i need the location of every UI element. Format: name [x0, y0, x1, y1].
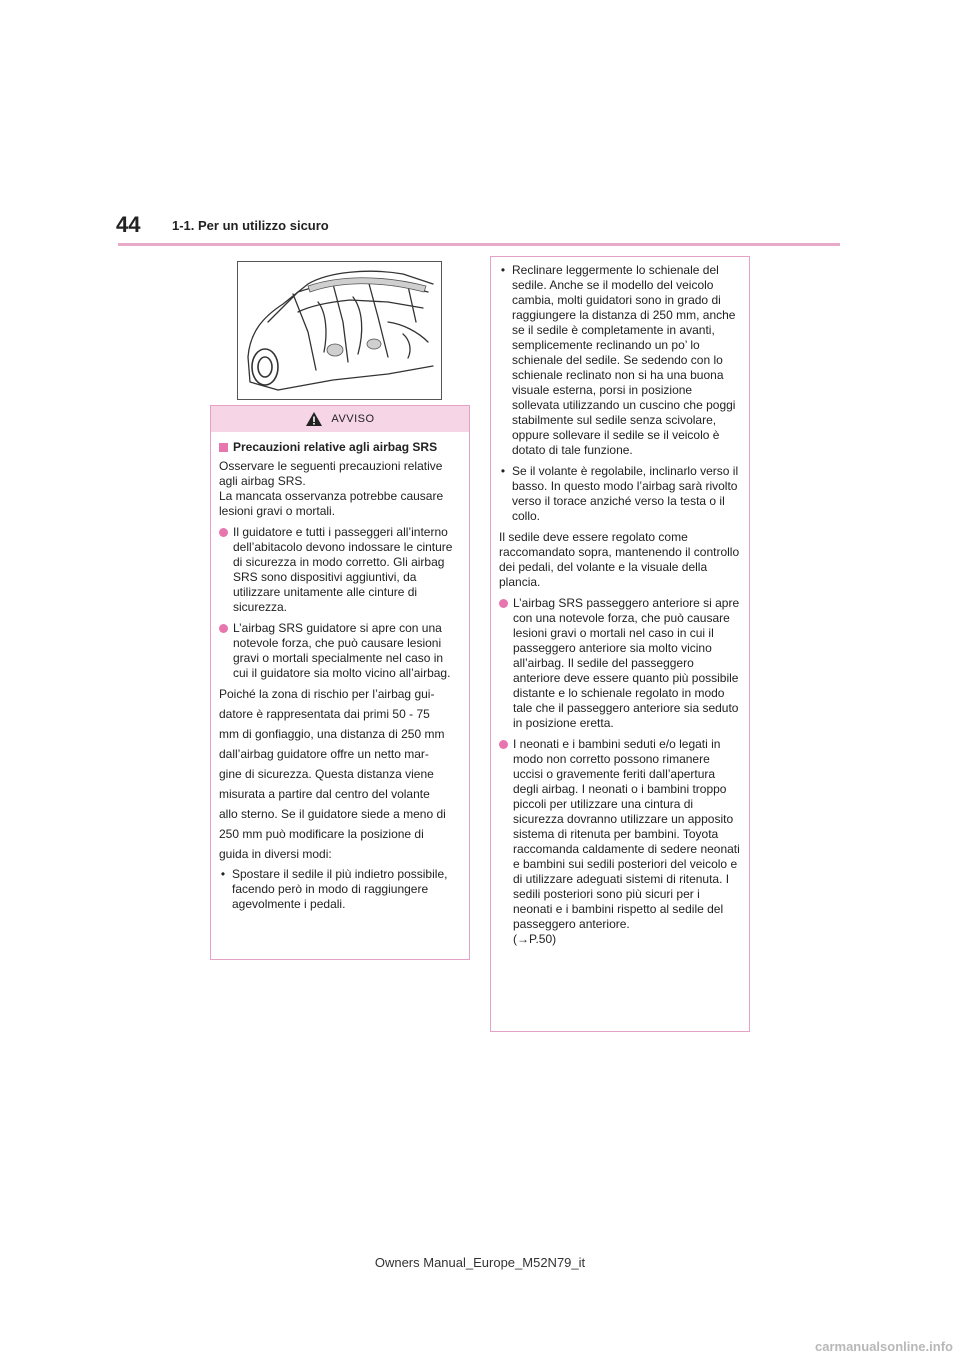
warning-box-continued [490, 256, 750, 1032]
warning-triangle-icon [305, 411, 323, 427]
bullet-text: L’airbag SRS guidatore si apre con una notevole forza, che può causare lesioni gravi o mortali specialmente nel caso in cui il guidatore sia molto vicino all’airbag. [233, 621, 451, 680]
dot-marker: • [220, 867, 226, 881]
car-illustration-drawing [238, 262, 441, 399]
warning-intro-2: La mancata osservanza potrebbe causare lesioni gravi o mortali. [219, 489, 444, 518]
distance-paragraph [219, 687, 461, 862]
list-item [499, 464, 741, 524]
list-item [499, 263, 741, 458]
warning-label: AVVISO [331, 413, 375, 425]
header-rule [118, 243, 840, 246]
dot-marker: • [500, 263, 506, 277]
bullet-text [513, 737, 741, 947]
warning-box [210, 405, 470, 960]
square-bullet-icon [219, 443, 228, 452]
paragraph-line: allo sterno. Se il guidatore siede a meno di [219, 807, 446, 821]
paragraph-line: dall’airbag guidatore offre un netto mar- [219, 747, 429, 761]
circle-bullet-icon [499, 740, 508, 749]
paragraph-line: Poiché la zona di rischio per l’airbag gui- [219, 687, 435, 701]
subitem-text: Se il volante è regolabile, inclinarlo verso il basso. In questo modo l’airbag sarà rivolto verso il torace anziché verso la testa o il collo. [512, 464, 739, 523]
footer-text: Owners Manual_Europe_M52N79_it [374, 1255, 586, 1270]
paragraph-line: datore è rappresentata dai primi 50 - 75 [219, 707, 430, 721]
subitem-text: Reclinare leggermente lo schienale del sedile. Anche se il modello del veicolo cambia, molti guidatori sono in grado di raggiungere la distanza di 250 mm, anche se il sedile è completamente in avanti, semplicemente reclinando un po’ lo schienale del sedile. Se sedendo con lo schienale reclinato non si ha una buona visuale esterna, porsi in posizione sollevata utilizzando un cuscino che poggi stabilmente sul sedile senza scivolare, oppure sollevare il sedile se il veicolo è dotato di tale funzione. [512, 263, 736, 457]
warning-heading [219, 440, 461, 455]
page-number: 44 [116, 212, 141, 237]
paragraph-line: mm di gonfiaggio, una distanza di 250 mm [219, 727, 445, 741]
bullet-text: Il guidatore e tutti i passeggeri all’interno dell’abitacolo devono indossare le cinture di sicurezza in modo corretto. Gli airbag SRS sono dispositivi aggiuntivi, da utilizzare unitamente alle cinture di sicurezza. [233, 525, 453, 614]
watermark: carmanualsonline.info [815, 1339, 953, 1354]
seat-paragraph: Il sedile deve essere regolato come raccomandato sopra, mantenendo il controllo dei pedali, del volante e la visuale della plancia. [499, 530, 740, 589]
paragraph-line: 250 mm può modificare la posizione di [219, 827, 424, 841]
car-interior-airbag-illustration [237, 261, 442, 400]
bullet-text: L’airbag SRS passeggero anteriore si apre con una notevole forza, che può causare lesioni gravi o mortali nel caso in cui il passeggero anteriore sia molto vicino all’airbag. Il sedile del passeggero anteriore deve essere quanto più possibile distante e lo schienale regolato in modo tale che il passeggero anteriore sia seduto in posizione eretta. [513, 596, 740, 730]
circle-bullet-icon [499, 599, 508, 608]
warning-header [211, 406, 469, 432]
list-item [499, 596, 741, 731]
page-reference-link[interactable]: (→P.50) [513, 932, 557, 946]
circle-bullet-icon [219, 528, 228, 537]
paragraph-line: misurata a partire dal centro del volante [219, 787, 430, 801]
list-item [499, 737, 741, 947]
warning-intro-1: Osservare le seguenti precauzioni relative agli airbag SRS. [219, 459, 443, 488]
bullet-body: I neonati e i bambini seduti e/o legati in modo non corretto possono rimanere uccisi o gravemente feriti dall’apertura degli airbag. I neonati o i bambini troppo piccoli per utilizzare una cintura di sicurezza dovranno utilizzare un apposito sistema di ritenuta per bambini. Toyota raccomanda caldamente di sedere neonati e bambini sui sedili posteriori del veicolo e di utilizzare adeguati sistemi di ritenuta. I sedili posteriori sono più sicuri per i neonati e i bambini rispetto al sedile del passeggero anteriore. [513, 737, 740, 931]
dot-marker: • [500, 464, 506, 478]
circle-bullet-icon [219, 624, 228, 633]
list-item [219, 621, 461, 681]
section-title: 1-1. Per un utilizzo sicuro [172, 218, 329, 233]
warning-heading-text: Precauzioni relative agli airbag SRS [233, 440, 438, 454]
subitem-text: Spostare il sedile il più indietro possibile, facendo però in modo di raggiungere agevolmente i pedali. [232, 867, 448, 911]
list-item [219, 867, 461, 912]
list-item [219, 525, 461, 615]
paragraph-line: guida in diversi modi: [219, 847, 332, 861]
paragraph-line: gine di sicurezza. Questa distanza viene [219, 767, 434, 781]
